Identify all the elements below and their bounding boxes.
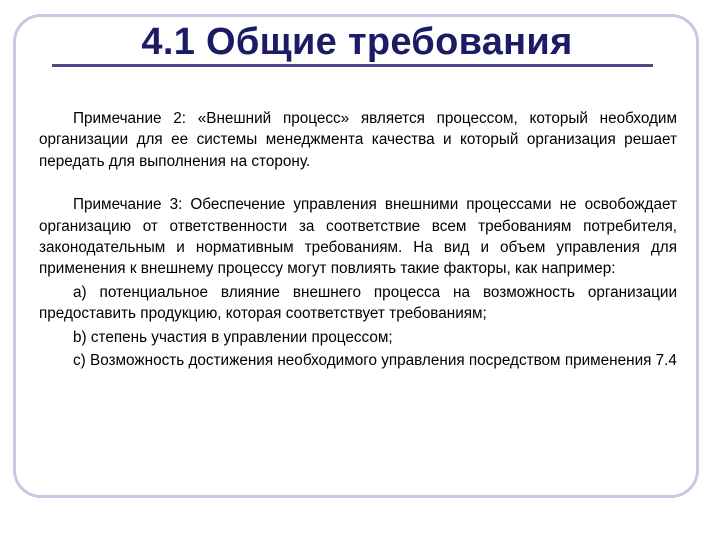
list-item-a: а) потенциальное влияние внешнего процесса на возможность организации предоставить продукцию, которая соответствует требованиям; <box>39 283 677 323</box>
list-item-b: b) степень участия в управлении процессом; <box>73 328 393 346</box>
slide-title: 4.1 Общие требования <box>141 21 573 63</box>
list-item-c: c) Возможность достижения необходимого управления посредством применения 7.4 <box>73 352 677 370</box>
note-2-paragraph: Примечание 2: «Внешний процесс» является процессом, который необходим организации для ее системы менеджмента качества и который организация решает передать для выполнения на сторону. <box>39 110 677 170</box>
paragraph-gap <box>39 172 677 194</box>
title-underline <box>52 64 653 67</box>
slide-body <box>39 108 677 371</box>
note-3-paragraph: Примечание 3: Обеспечение управления внешними процессами не освобождает организацию от ответственности за соответствие всем требованиям потребителя, законодательным и нормативным требованиям. На вид и объем управления для применения к внешнему процессу могут повлиять такие факторы, как например: <box>39 196 677 278</box>
